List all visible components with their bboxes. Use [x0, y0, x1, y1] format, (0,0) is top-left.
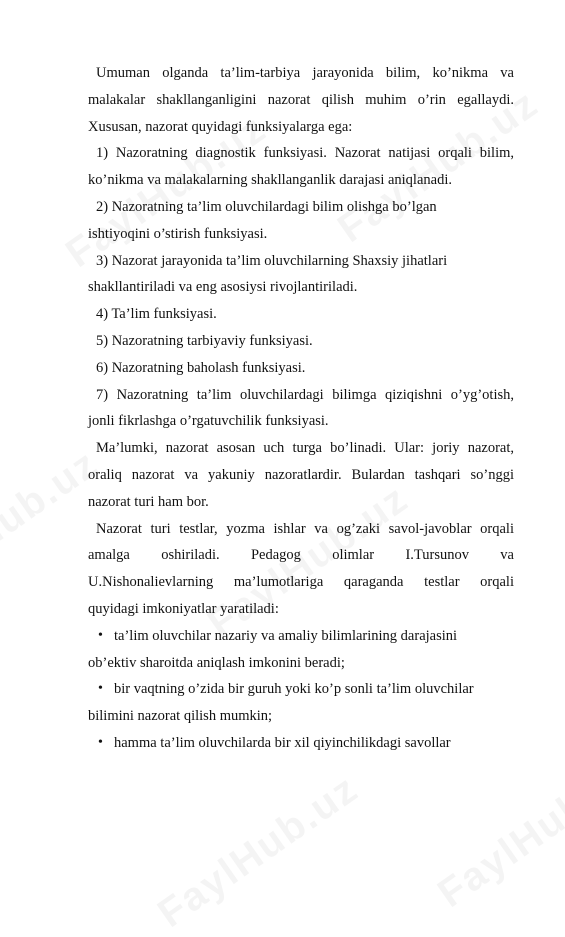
paragraph-line: amalga oshiriladi. Pedagog olimlar I.Tursunov va — [88, 547, 514, 564]
paragraph-line: malakalar shakllanganligini nazorat qilish muhim o’rin egallaydi. — [88, 91, 514, 108]
paragraph-line: Nazorat turi testlar, yozma ishlar va og’zaki savol-javoblar orqali — [96, 520, 514, 537]
list-item: ishtiyoqini o’stirish funksiyasi. — [88, 225, 268, 242]
bullet-item — [88, 730, 514, 757]
bullet-text: bir vaqtning o’zida bir guruh yoki ko’p sonli ta’lim oluvchilar — [114, 681, 474, 698]
watermark — [150, 766, 367, 937]
list-item: 7) Nazoratning ta’lim oluvchilardagi bilimga qiziqishni o’yg’otish, — [96, 386, 514, 403]
paragraph-line: Umuman olganda ta’lim-tarbiya jarayonida bilim, ko’nikma va — [96, 65, 514, 81]
document-page — [88, 60, 514, 757]
bullet-item — [88, 623, 514, 650]
list-item: 1) Nazoratning diagnostik funksiyasi. Nazorat natijasi orqali bilim, — [96, 145, 514, 162]
list-item: jonli fikrlashga o’rgatuvchilik funksiyasi. — [88, 413, 329, 430]
list-item: ko’nikma va malakalarning shakllanganlik darajasi aniqlanadi. — [88, 172, 452, 189]
paragraph-line: Ma’lumki, nazorat asosan uch turga bo’linadi. Ular: joriy nazorat, — [96, 440, 514, 457]
watermark — [430, 746, 565, 917]
bullet-icon: • — [98, 627, 103, 643]
paragraph-line: quyidagi imkoniyatlar yaratiladi: — [88, 600, 279, 617]
paragraph-line: nazorat turi ham bor. — [88, 493, 209, 510]
list-item: 5) Nazoratning tarbiyaviy funksiyasi. — [96, 332, 313, 349]
bullet-text: bilimini nazorat qilish mumkin; — [88, 708, 273, 725]
paragraph-line: oraliq nazorat va yakuniy nazoratlardir. Bulardan tashqari so’nggi — [88, 466, 514, 483]
list-item: 3) Nazorat jarayonida ta’lim oluvchilarning Shaxsiy jihatlari — [96, 252, 448, 269]
bullet-text: ta’lim oluvchilar nazariy va amaliy bilimlarining darajasini — [114, 627, 458, 644]
paragraph-line: U.Nishonalievlarning ma’lumotlariga qaraganda testlar orqali — [88, 574, 514, 591]
list-item: shakllantiriladi va eng asosiysi rivojlantiriladi. — [88, 279, 358, 296]
bullet-icon: • — [98, 681, 103, 697]
bullet-item — [88, 676, 514, 703]
bullet-text: hamma ta’lim oluvchilarda bir xil qiyinchilikdagi savollar — [114, 734, 451, 751]
list-item: 6) Nazoratning baholash funksiyasi. — [96, 359, 306, 376]
paragraph-line: Xususan, nazorat quyidagi funksiyalarga ega: — [88, 118, 353, 135]
bullet-text: ob’ektiv sharoitda aniqlash imkonini beradi; — [88, 654, 345, 671]
list-item: 2) Nazoratning ta’lim oluvchilardagi bilim olishga bo’lgan — [96, 198, 437, 215]
list-item: 4) Ta’lim funksiyasi. — [96, 306, 217, 323]
bullet-icon: • — [98, 734, 103, 750]
